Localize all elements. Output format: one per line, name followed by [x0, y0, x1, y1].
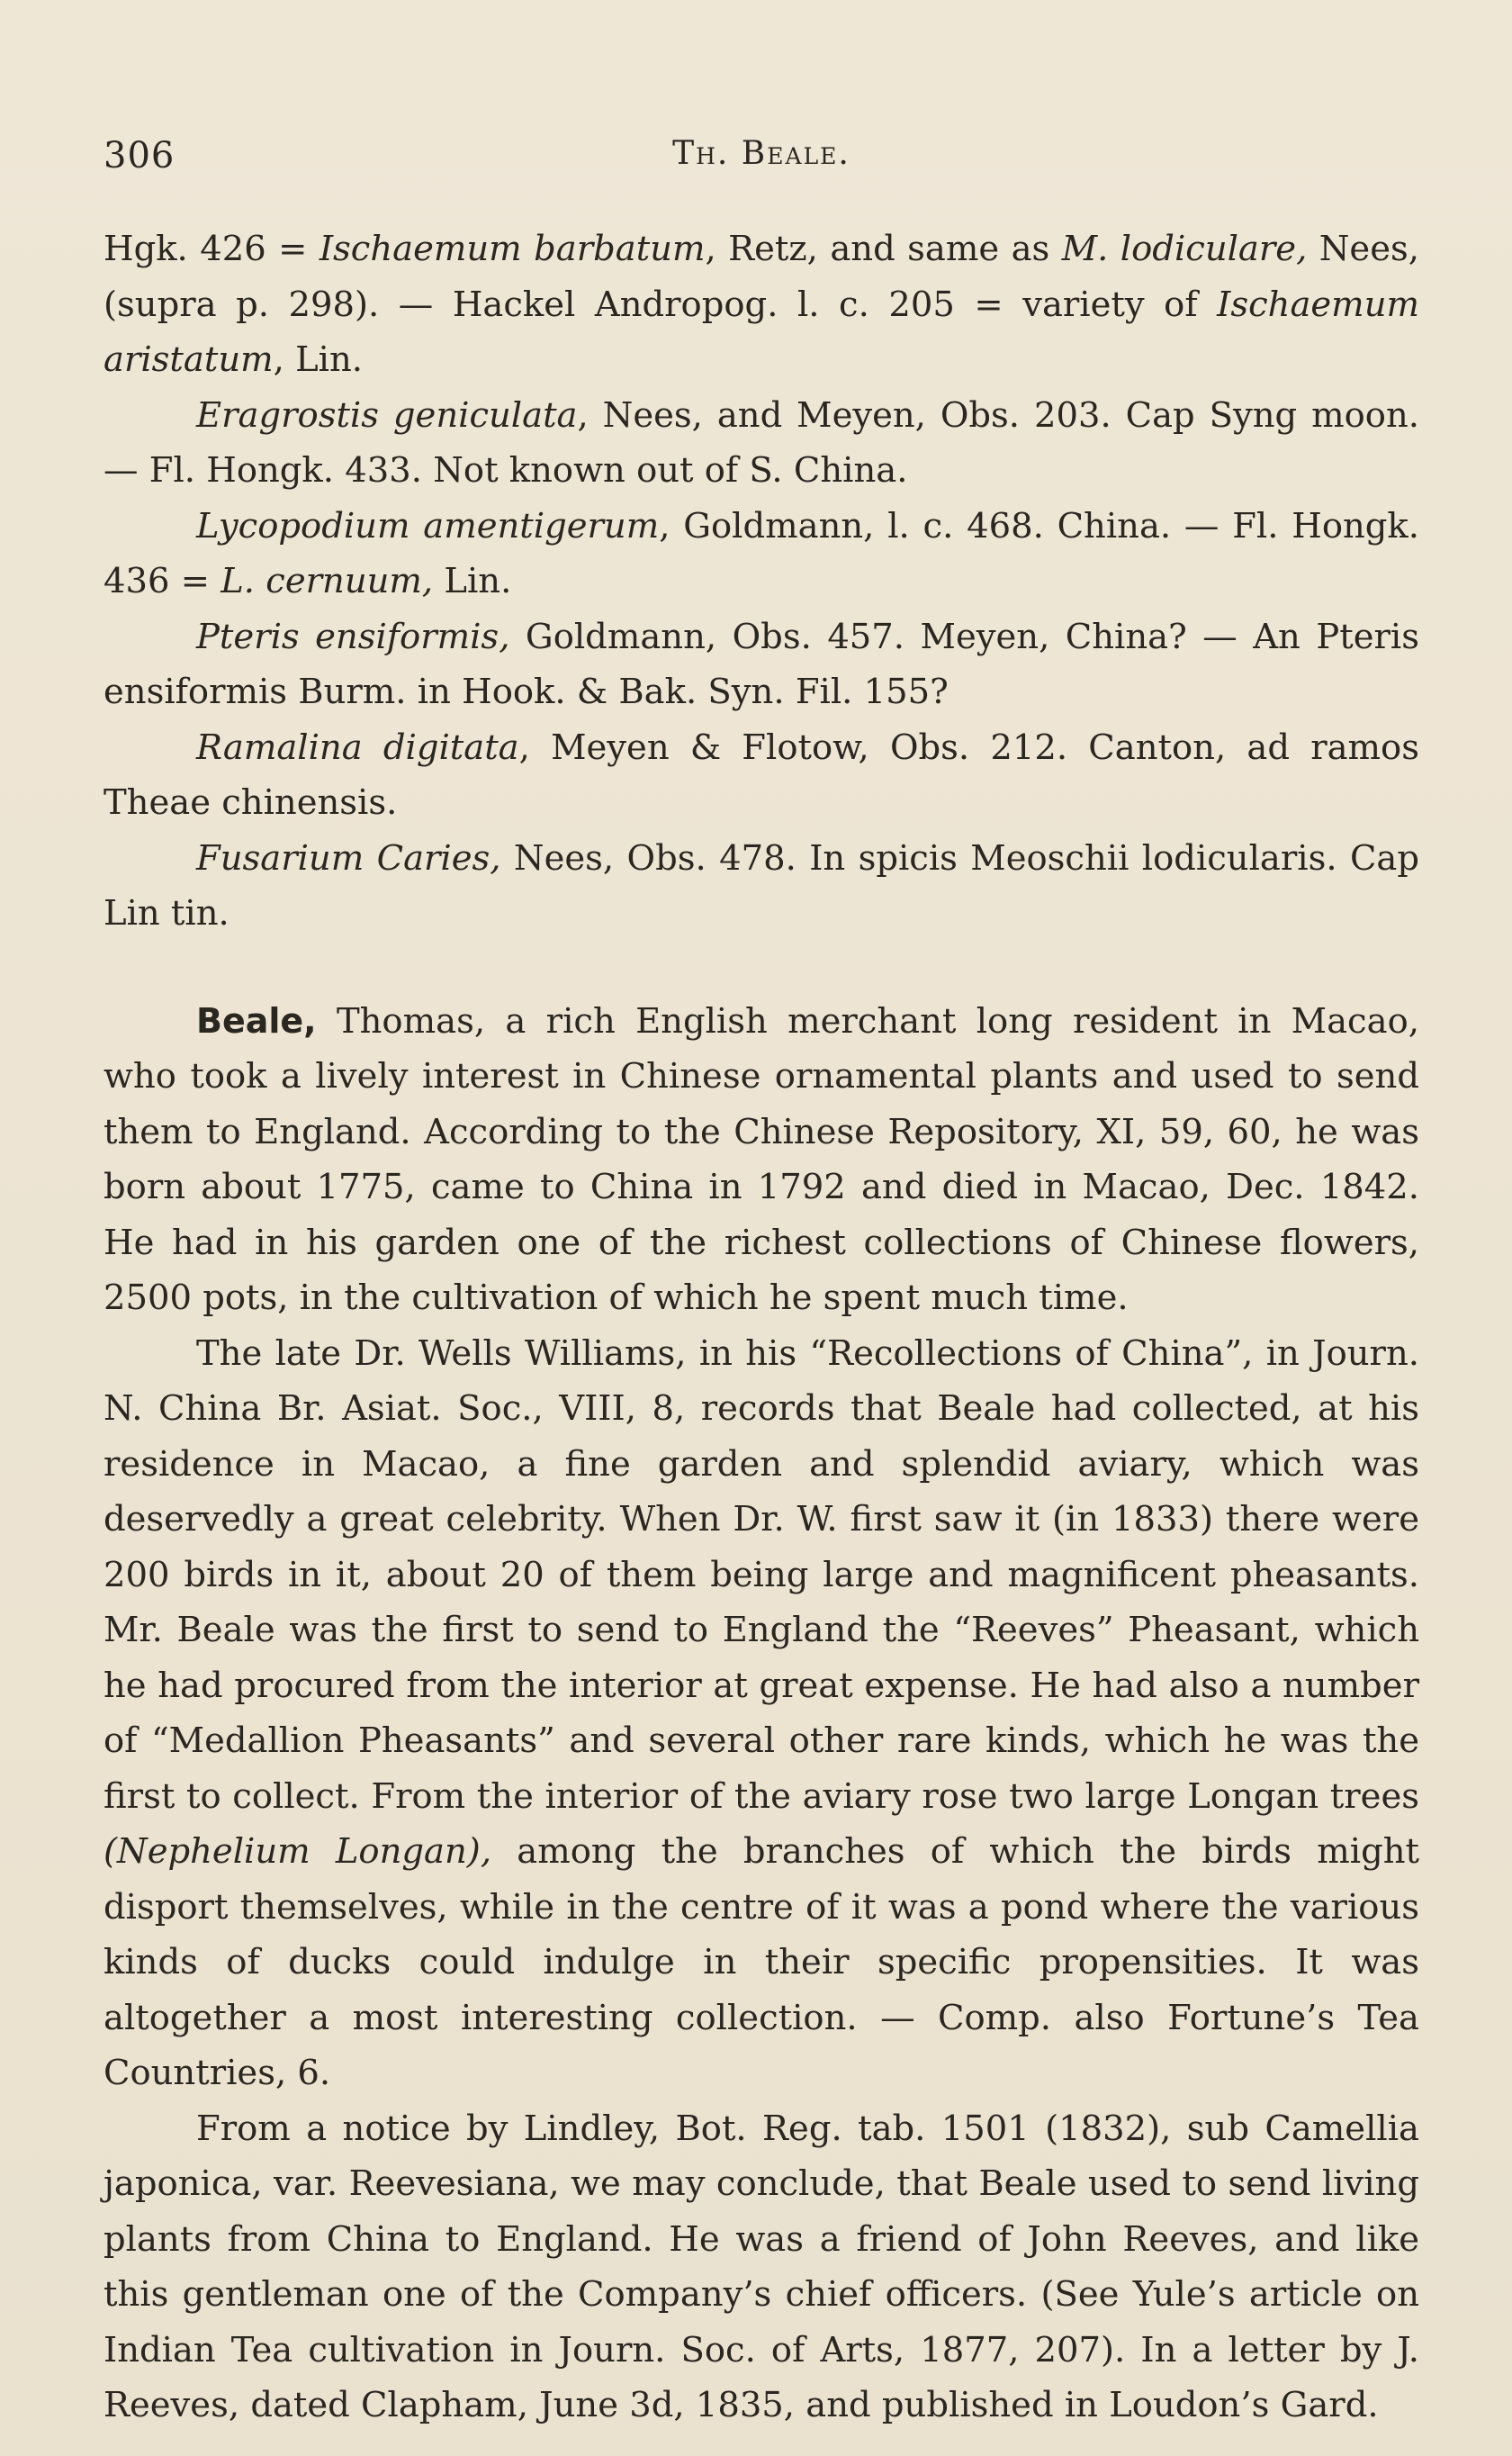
paragraph — [104, 831, 1419, 942]
text-run: From a notice by Lindley, Bot. Reg. tab. 1501 (1832), sub Camellia japonica, var. Reevesiana, we may conclude, that Beale used to send living plants from China to England. He was a friend of John Reeves, and like this gentleman one of the Company’s chief officers. (See Yule’s article on Indian Tea cultivation in Journ. Soc. of Arts, 1877, 207). In a letter by J. Reeves, dated Clapham, June 3d, 1835, and published in Loudon’s Gard. — [104, 2108, 1419, 2425]
italic-taxon: M. lodiculare, — [1061, 229, 1308, 269]
text-run: Thomas, a rich English merchant long resident in Macao, who took a lively interest in Chinese ornamental plants and used to send them to England. According to the Chinese Repository, XI, 59, 60, he was born about 1775, came to China in 1792 and died in Macao, Dec. 1842. He had in his garden one of the richest collections of Chinese flowers, 2500 pots, in the cultivation of which he spent much time. — [104, 1000, 1419, 1318]
paragraph-gap — [104, 942, 1419, 994]
text-run: Hgk. 426 = — [104, 229, 320, 269]
italic-taxon: L. cernuum, — [220, 561, 434, 601]
paragraph — [104, 2101, 1419, 2433]
text-run: Nees, Obs. 478. In spicis Meoschii lodicularis. Cap Lin tin. — [104, 837, 1420, 934]
italic-taxon: Ramalina digitata — [196, 727, 519, 768]
text-run: among the branches of which the birds might disport themselves, while in the centre of it was a pond where the various kinds of ducks could indulge in their specific propensities. It was altogether a most interesting collection. — Comp. also Fortune’s Tea Countries, 6. — [104, 1831, 1420, 2093]
text-run: , Meyen & Flotow, Obs. 212. Canton, ad ramos Theae chinensis. — [104, 727, 1419, 823]
paragraph — [104, 499, 1419, 609]
paragraph — [104, 221, 1419, 388]
text-run: , Goldmann, l. c. 468. China. — Fl. Hongk. 436 = — [104, 505, 1420, 601]
paragraph — [104, 609, 1419, 720]
italic-taxon: Ischaemum barbatum — [319, 229, 706, 269]
text-run: Goldmann, Obs. 457. Meyen, China? — An Pteris ensiformis Burm. in Hook. & Bak. Syn. Fil. 155? — [104, 616, 1419, 712]
text-run: , Nees, and Meyen, Obs. 203. Cap Syng moon. — Fl. Hongk. 433. Not known out of S. China. — [104, 394, 1419, 491]
body-text — [104, 221, 1419, 2433]
text-run: Nees, (supra p. 298). — Hackel Andropog. l. c. 205 = variety of — [104, 229, 1419, 325]
text-run: Lin. — [433, 561, 512, 601]
italic-taxon: (Nephelium Longan), — [104, 1831, 492, 1872]
italic-taxon: Fusarium Caries, — [196, 837, 501, 879]
paragraph — [104, 388, 1419, 499]
text-run: , Retz, and same as — [705, 229, 1062, 269]
page-number: 306 — [104, 135, 176, 176]
italic-taxon: Lycopodium amentigerum — [196, 505, 660, 546]
text-run: , Lin. — [273, 339, 364, 380]
paragraph — [104, 720, 1419, 831]
italic-taxon: Pteris ensiformis, — [196, 616, 510, 657]
paragraph — [104, 1326, 1419, 2101]
text-run: The late Dr. Wells Williams, in his “Recollections of China”, in Journ. N. China Br. Asiat. Soc., VIII, 8, records that Beale had collected, at his residence in Macao, a fine garden and splendid aviary, which was deservedly a great celebrity. When Dr. W. first saw it (in 1833) there were 200 birds in it, about 20 of them being large and magnificent pheasants. Mr. Beale was the first to send to England the “Reeves” Pheasant, which he had procured from the interior at great expense. He had also a number of “Medallion Pheasants” and several other rare kinds, which he was the first to collect. From the interior of the aviary rose two large Longan trees — [104, 1332, 1419, 1817]
entry-headword: Beale, — [196, 1000, 317, 1041]
page-header — [104, 135, 1419, 189]
running-head: Th. Beale. — [672, 135, 850, 172]
paragraph — [104, 994, 1419, 1326]
italic-taxon: Ischaemum aristatum — [104, 284, 1419, 380]
italic-taxon: Eragrostis geniculata — [196, 394, 578, 436]
